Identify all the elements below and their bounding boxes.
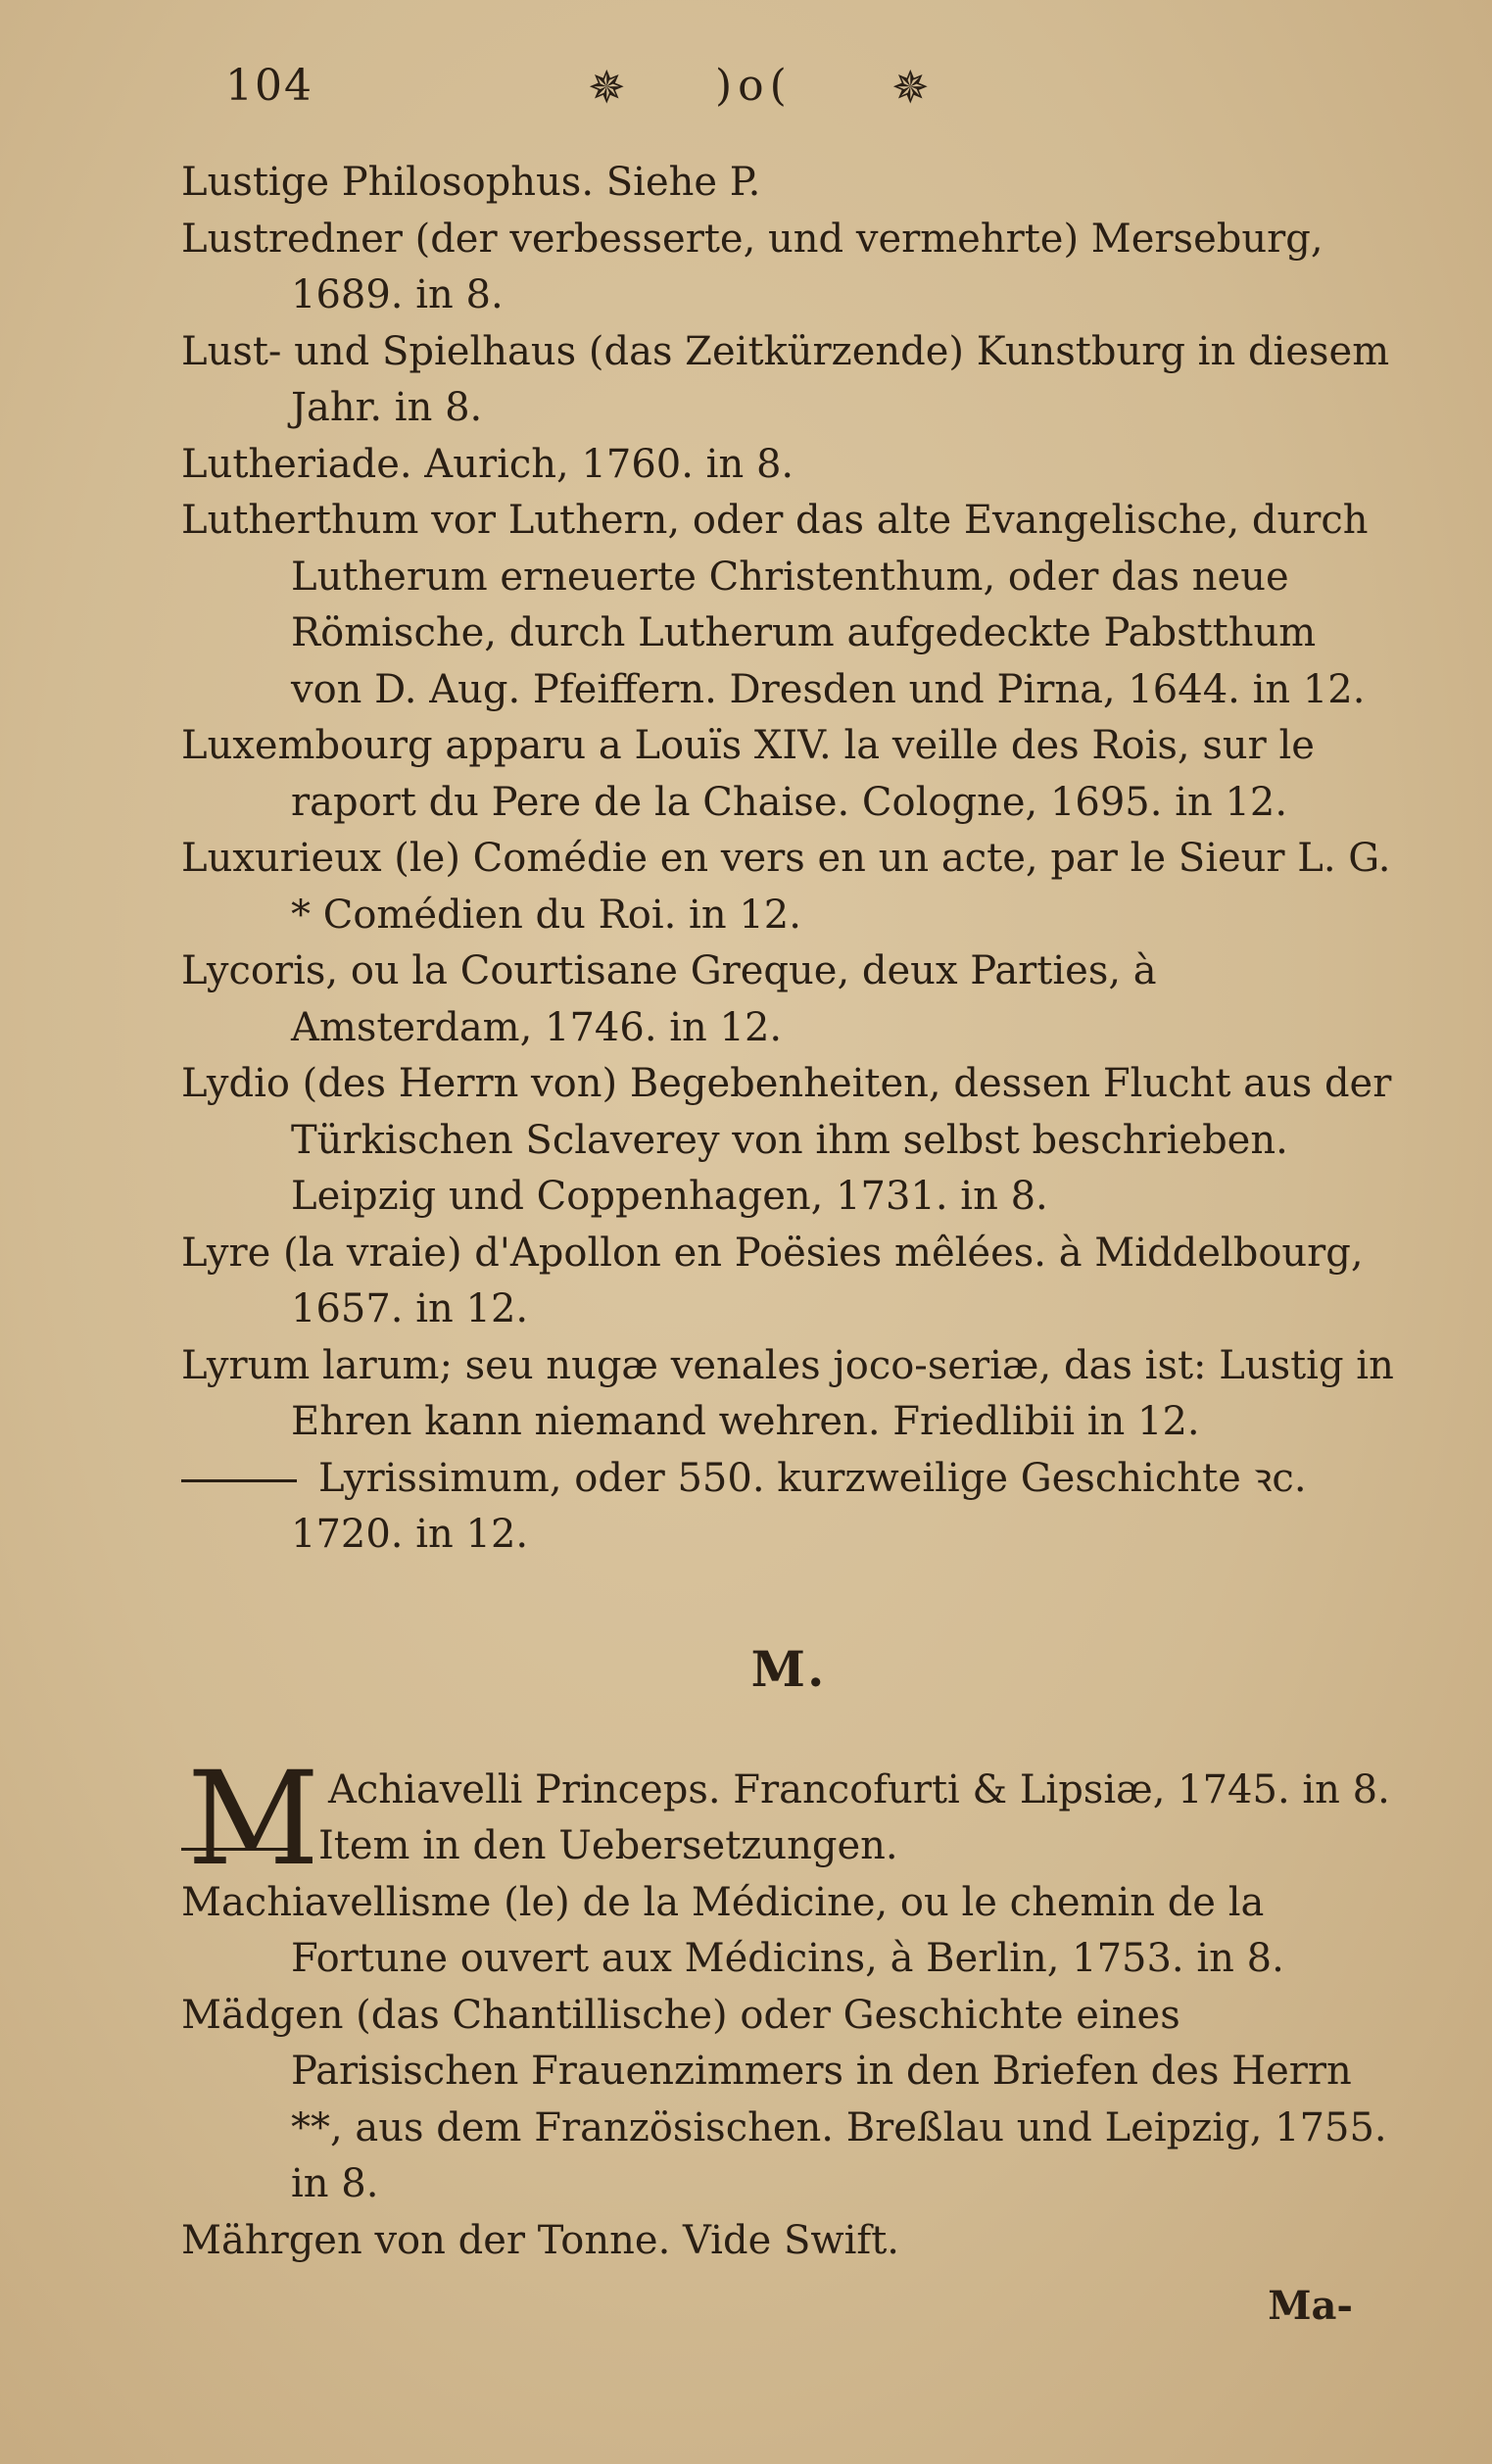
page-header xyxy=(225,51,1303,129)
entry: Lyrum larum; seu nugæ venales joco-seriæ, das ist: Lustig in Ehren kann niemand wehren. Friedlibii in 12. xyxy=(181,1342,1394,1444)
catchword: Ma- xyxy=(1268,2283,1353,2329)
ornament-left-icon: ✵ xyxy=(588,61,626,114)
ornament-right-icon: ✵ xyxy=(891,61,930,114)
entry: Lust- und Spielhaus (das Zeitkürzende) Kunstburg in diesem Jahr. in 8. xyxy=(181,328,1390,430)
entry: Machiavellisme (le) de la Médicine, ou le chemin de la Fortune ouvert aux Médicins, à Berlin, 1753. in 8. xyxy=(181,1879,1284,1981)
entry: Mährgen von der Tonne. Vide Swift. xyxy=(181,2217,899,2263)
entry: Mädgen (das Chantillische) oder Geschichte eines Parisischen Frauenzimmers in den Briefen des Herrn **, aus dem Französischen. Breßlau und Leipzig, 1755. in 8. xyxy=(181,1992,1387,2206)
entry: Lutherthum vor Luthern, oder das alte Evangelische, durch Lutherum erneuerte Christenthum, oder das neue Römische, durch Lutherum aufgedeckte Pabstthum von D. Aug. Pfeiffern. Dresden und Pirna, 1644. in 12. xyxy=(181,498,1369,712)
entry-text: Lyrissimum, oder 550. kurzweilige Geschichte ꝛc. 1720. in 12. xyxy=(291,1455,1307,1557)
entry: Lustige Philosophus. Siehe P. xyxy=(181,160,761,205)
entry-list xyxy=(181,155,1396,2269)
ditto-dash xyxy=(181,1479,297,1482)
entry-text: Achiavelli Princeps. Francofurti & Lipsiæ, 1745. in 8. xyxy=(328,1766,1390,1812)
entry: Luxurieux (le) Comédie en vers en un acte, par le Sieur L. G. * Comédien du Roi. in 12. xyxy=(181,836,1391,938)
page-number: 104 xyxy=(225,61,313,111)
entry: Lutheriade. Aurich, 1760. in 8. xyxy=(181,441,794,487)
entry: Lustredner (der verbesserte, und vermehrte) Merseburg, 1689. in 8. xyxy=(181,216,1324,317)
entry-continuation xyxy=(181,1451,1396,1564)
entry: Lycoris, ou la Courtisane Greque, deux Parties, à Amsterdam, 1746. in 12. xyxy=(181,948,1157,1050)
entry: Lyre (la vraie) d'Apollon en Poësies mêlées. à Middelbourg, 1657. in 12. xyxy=(181,1230,1364,1331)
entry: Luxembourg apparu a Louïs XIV. la veille des Rois, sur le raport du Pere de la Chaise. Cologne, 1695. in 12. xyxy=(181,723,1315,825)
entry-continuation xyxy=(181,1818,1396,1875)
entry: Lydio (des Herrn von) Begebenheiten, dessen Flucht aus der Türkischen Sclaverey von ihm selbst beschrieben. Leipzig und Coppenhagen, 1731. in 8. xyxy=(181,1061,1392,1219)
drop-capital: M xyxy=(187,1743,320,1895)
entry-text: Item in den Uebersetzungen. xyxy=(318,1823,898,1868)
header-mark: )o( xyxy=(715,61,793,111)
section-heading: M. xyxy=(750,1639,827,1698)
